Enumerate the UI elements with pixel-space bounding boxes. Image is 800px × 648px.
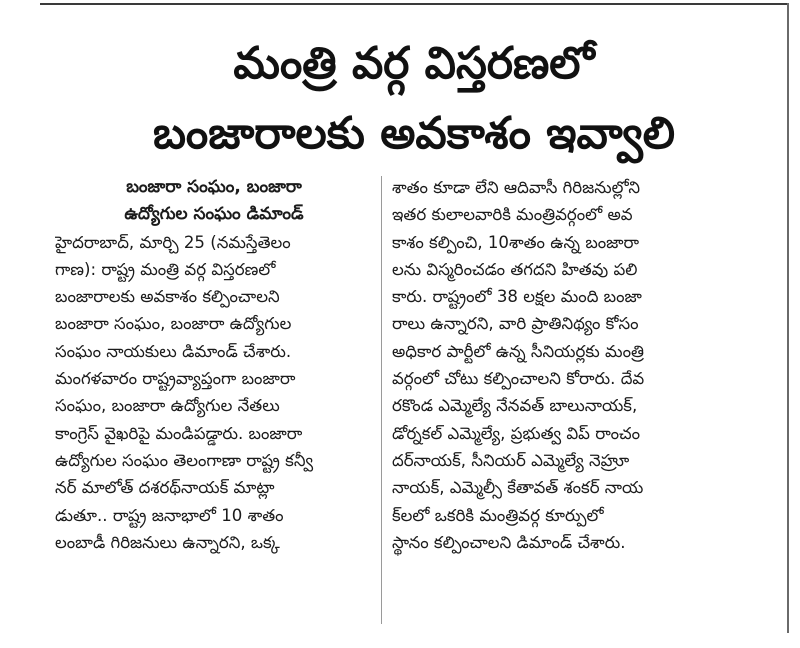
column-divider (381, 176, 382, 624)
body-line: రకొండ ఎమ్మెల్యే నేనవత్ బాలునాయక్, (392, 396, 638, 416)
body-line: ఇతర కులాలవారికి మంత్రివర్గంలో అవ (392, 205, 633, 225)
body-line: బంజారా సంఘం, బంజారా ఉద్యోగుల (55, 314, 292, 334)
body-line: కాశం కల్పించి, 10శాతం ఉన్న బంజారా (392, 232, 640, 252)
body-line: సంఘం, బంజారా ఉద్యోగుల నేతలు (55, 396, 280, 416)
body-line: దర్‌నాయక్, సీనియర్ ఎమ్మెల్యే నెహ్రూ (392, 450, 630, 470)
right-border-rule (787, 3, 789, 633)
body-line: అధికార పార్టీలో ఉన్న సీనియర్లకు మంత్రి (392, 341, 644, 361)
body-line: బంజారాలకు అవకాశం కల్పించాలని (55, 287, 280, 307)
body-line: క్‌లలో ఒకరికి మంత్రివర్గ కూర్పులో (392, 505, 604, 525)
body-line: శాతం కూడా లేని ఆదివాసీ గిరిజనుల్లోని (392, 178, 640, 197)
body-line: కాంగ్రెస్ వైఖరిపై మండిపడ్డారు. బంజారా (55, 423, 303, 443)
body-line: కారు. రాష్ట్రంలో 38 లక్షల మంది బంజా (392, 287, 642, 307)
right-column (392, 174, 708, 556)
body-line: లను విస్మరించడం తగదని హితవు పలి (392, 259, 638, 279)
headline-line-1: మంత్రి వర్గ విస్తరణలో (233, 38, 595, 89)
body-line: వర్గంలో చోటు కల్పించాలని కోరారు. దేవ (392, 369, 645, 389)
body-line: డోర్నకల్ ఎమ్మెల్యే, ప్రభుత్వ విప్ రాంచం (392, 423, 641, 443)
body-line: గాణ): రాష్ట్ర మంత్రి వర్గ విస్తరణలో (55, 259, 276, 279)
body-line: నాయక్, ఎమ్మెల్సీ కేతావత్ శంకర్ నాయ (392, 478, 644, 498)
subheadline-line-1: బంజారా సంఘం, బంజారా (126, 177, 302, 197)
left-column (55, 174, 373, 556)
body-line: ఉద్యోగుల సంఘం తెలంగాణా రాష్ట్ర కన్వీ (55, 450, 314, 470)
top-border-rule (40, 3, 788, 5)
body-line: హైదరాబాద్, మార్చి 25 (నమస్తేతెలం (55, 232, 291, 252)
subheadline-line-2: ఉద్యోగుల సంఘం డిమాండ్ (124, 204, 304, 225)
body-line: డుతూ.. రాష్ట్ర జనాభాలో 10 శాతం (55, 505, 284, 525)
body-line: నర్ మాలోత్ దశరథ్‌నాయక్ మాట్లా (55, 478, 275, 498)
body-line: మంగళవారం రాష్ట్రవ్యాప్తంగా బంజారా (55, 369, 296, 389)
body-line: స్థానం కల్పించాలని డిమాండ్ చేశారు. (392, 532, 626, 552)
body-line: రాలు ఉన్నారని, వారి ప్రాతినిథ్యం కోసం (392, 314, 639, 334)
body-line: సంఘం నాయకులు డిమాండ్ చేశారు. (55, 341, 292, 361)
body-line: లంబాడీ గిరిజనులు ఉన్నారని, ఒక్క (55, 532, 280, 552)
headline-line-2: బంజారాలకు అవకాశం ఇవ్వాలి (152, 108, 676, 159)
